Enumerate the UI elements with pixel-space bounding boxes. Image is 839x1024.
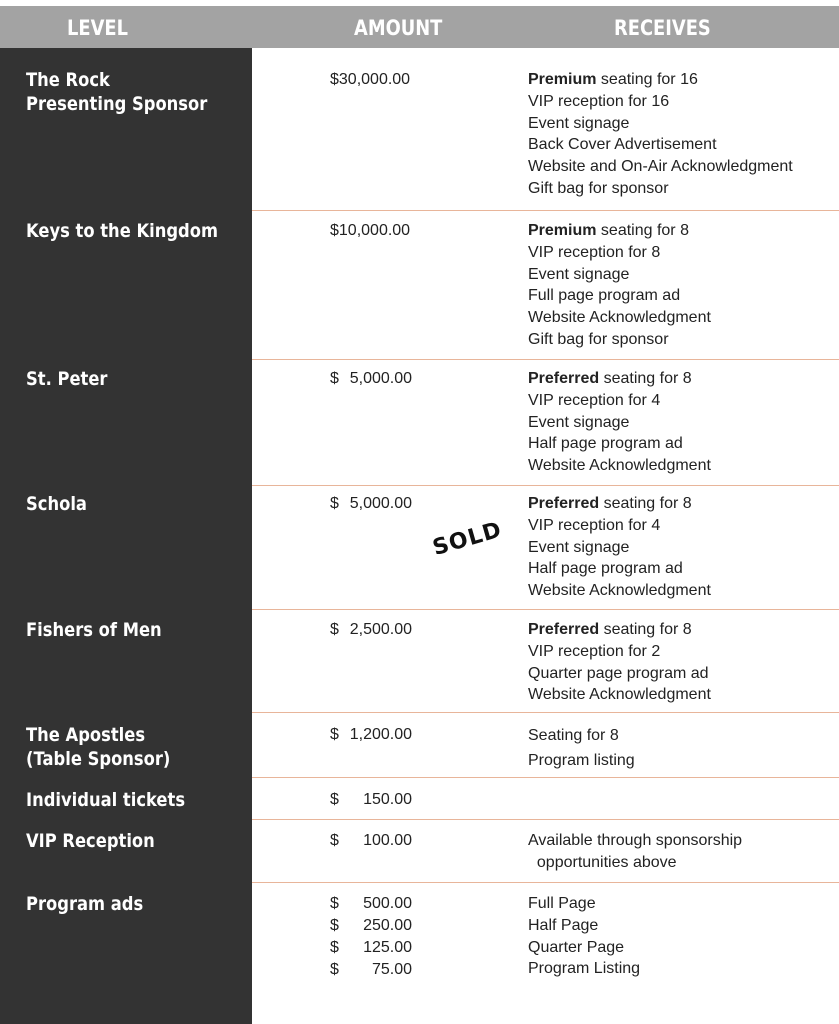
benefit-emphasis: Premium — [528, 71, 597, 88]
benefit-item — [528, 69, 793, 91]
benefit-text: Program listing — [528, 751, 635, 769]
header-level: LEVEL — [67, 16, 128, 40]
amount-part: $ — [330, 370, 339, 387]
benefit-text: Event signage — [528, 413, 630, 431]
benefit-item — [528, 915, 640, 937]
benefit-text: Website and On-Air Acknowledgment — [528, 158, 793, 176]
benefit-item — [528, 663, 711, 685]
benefit-item — [528, 134, 793, 156]
amount-part: $ — [330, 495, 339, 512]
amount-line — [330, 937, 412, 959]
amount-part: $ — [330, 621, 339, 638]
benefits-list — [528, 830, 742, 874]
level-name — [26, 492, 87, 516]
level-name-line: Schola — [26, 493, 87, 515]
benefit-text: Seating for 8 — [528, 727, 619, 744]
amount-line — [330, 789, 412, 811]
benefit-text: Website Acknowledgment — [528, 309, 711, 327]
benefit-item — [528, 329, 711, 351]
amount-line — [330, 724, 412, 746]
amount-line — [330, 619, 412, 641]
benefit-text: seating for 8 — [596, 222, 689, 239]
level-name-line: VIP Reception — [26, 830, 155, 852]
benefit-emphasis: Premium — [528, 222, 597, 239]
benefit-text: VIP reception for 4 — [528, 391, 661, 409]
benefit-text: Full page program ad — [528, 287, 681, 305]
amount-value: 125.00 — [363, 939, 412, 956]
benefit-item — [528, 412, 711, 434]
level-name — [26, 618, 162, 642]
benefit-text: opportunities above — [528, 854, 677, 871]
amount-value: 75.00 — [371, 961, 412, 978]
level-name-line: St. Peter — [26, 368, 108, 390]
benefit-text: VIP reception for 8 — [528, 243, 661, 261]
row-divider — [252, 485, 839, 486]
level-name — [26, 829, 155, 853]
amount-line — [330, 893, 412, 915]
benefit-item — [528, 893, 640, 915]
level-name-line: (Table Sponsor) — [26, 748, 171, 770]
amount-line — [330, 915, 412, 937]
benefit-text: Half page program ad — [528, 435, 683, 453]
amount — [330, 493, 412, 515]
amount — [330, 724, 412, 746]
amount — [330, 220, 412, 242]
amount-part: $ — [330, 939, 339, 956]
benefit-text: Website Acknowledgment — [528, 582, 711, 600]
row-divider — [252, 712, 839, 713]
amount-line — [330, 368, 412, 390]
benefit-item — [528, 390, 711, 412]
amount-line — [330, 959, 412, 981]
amount-value: 500.00 — [363, 895, 412, 912]
amount-part: $30,000.00 — [330, 71, 411, 88]
amount-value: 2,500.00 — [349, 621, 412, 638]
benefit-text: Gift bag for sponsor — [528, 330, 669, 348]
level-name — [26, 723, 170, 771]
benefit-emphasis: Preferred — [528, 370, 600, 387]
level-name-line: The Rock — [26, 69, 110, 91]
level-name — [26, 788, 185, 812]
benefit-item — [528, 724, 635, 749]
benefit-item — [528, 830, 742, 852]
benefit-item — [528, 113, 793, 135]
benefit-text: Website Acknowledgment — [528, 686, 711, 704]
benefit-text: seating for 16 — [596, 71, 698, 88]
benefits-list — [528, 619, 711, 706]
amount-part: $ — [330, 726, 339, 743]
benefits-list — [528, 724, 635, 773]
amount-line — [330, 220, 412, 242]
benefit-item — [528, 684, 711, 706]
level-column-background — [0, 48, 252, 1024]
amount-line — [330, 830, 412, 852]
benefit-text: VIP reception for 4 — [528, 516, 661, 534]
benefits-list — [528, 893, 640, 980]
benefit-item — [528, 242, 711, 264]
benefit-text: Quarter page program ad — [528, 664, 709, 682]
level-name-line: Individual tickets — [26, 789, 186, 811]
benefit-item — [528, 958, 640, 980]
benefit-item — [528, 619, 711, 641]
benefits-list — [528, 493, 711, 602]
amount — [330, 893, 412, 981]
benefit-item — [528, 558, 711, 580]
table-header — [0, 6, 839, 48]
level-name — [26, 219, 218, 243]
benefit-item — [528, 91, 793, 113]
row-divider — [252, 609, 839, 610]
amount-part: $ — [330, 791, 339, 808]
benefit-text: seating for 8 — [599, 495, 692, 512]
row-divider — [252, 210, 839, 211]
benefit-item — [528, 156, 793, 178]
benefits-list — [528, 69, 793, 200]
level-name-line: Keys to the Kingdom — [26, 220, 219, 242]
benefit-item — [528, 307, 711, 329]
amount-value: 5,000.00 — [349, 370, 412, 387]
amount-value: 5,000.00 — [349, 495, 412, 512]
benefit-text: Back Cover Advertisement — [528, 136, 717, 154]
benefit-text: Available through sponsorship — [528, 832, 743, 849]
amount-value: 1,200.00 — [349, 726, 412, 743]
row-divider — [252, 359, 839, 360]
benefit-text: Program Listing — [528, 960, 641, 978]
benefit-text: Full Page — [528, 895, 596, 912]
level-name-line: The Apostles — [26, 724, 146, 746]
benefits-list — [528, 220, 711, 351]
benefit-item — [528, 368, 711, 390]
benefit-item — [528, 515, 711, 537]
benefit-item — [528, 264, 711, 286]
benefit-text: VIP reception for 2 — [528, 642, 661, 660]
benefit-item — [528, 580, 711, 602]
benefit-item — [528, 455, 711, 477]
benefit-item — [528, 493, 711, 515]
benefit-item — [528, 178, 793, 200]
amount-value: 250.00 — [363, 917, 412, 934]
benefit-item — [528, 285, 711, 307]
level-name-line: Fishers of Men — [26, 619, 162, 641]
row-divider — [252, 819, 839, 820]
benefit-text: Website Acknowledgment — [528, 457, 711, 475]
benefit-text: seating for 8 — [599, 621, 692, 638]
benefits-list — [528, 368, 711, 477]
amount-part: $ — [330, 895, 339, 912]
amount-part: $ — [330, 917, 339, 934]
amount-part: $10,000.00 — [330, 222, 411, 239]
benefit-item — [528, 433, 711, 455]
amount-part: $ — [330, 832, 339, 849]
benefit-text: Quarter Page — [528, 938, 625, 956]
row-divider — [252, 777, 839, 778]
level-name — [26, 892, 143, 916]
benefit-item — [528, 749, 635, 774]
benefit-item — [528, 220, 711, 242]
level-name-line: Program ads — [26, 893, 144, 915]
benefit-text: Half Page — [528, 916, 599, 934]
benefit-text: Event signage — [528, 265, 630, 283]
benefit-text: Event signage — [528, 538, 630, 556]
benefit-text: Event signage — [528, 114, 630, 132]
amount — [330, 619, 412, 641]
level-name — [26, 367, 107, 391]
amount — [330, 789, 412, 811]
amount — [330, 830, 412, 852]
amount — [330, 368, 412, 390]
benefit-item — [528, 641, 711, 663]
header-receives: RECEIVES — [614, 16, 711, 40]
benefit-emphasis: Preferred — [528, 495, 600, 512]
benefit-item — [528, 937, 640, 959]
benefit-emphasis: Preferred — [528, 621, 600, 638]
amount-value: 150.00 — [363, 791, 412, 808]
benefit-item — [528, 537, 711, 559]
benefit-text: Gift bag for sponsor — [528, 179, 669, 197]
row-divider — [252, 882, 839, 883]
amount — [330, 69, 412, 91]
benefit-text: seating for 8 — [599, 370, 692, 387]
benefit-text: VIP reception for 16 — [528, 92, 670, 110]
amount-line — [330, 69, 412, 91]
benefit-text: Half page program ad — [528, 560, 683, 578]
level-name — [26, 68, 207, 116]
amount-part: $ — [330, 961, 339, 978]
amount-line — [330, 493, 412, 515]
amount-value: 100.00 — [363, 832, 412, 849]
benefit-item — [528, 852, 742, 874]
header-amount: AMOUNT — [354, 16, 443, 40]
level-name-line: Presenting Sponsor — [26, 93, 208, 115]
sold-stamp: SOLD — [430, 517, 505, 562]
